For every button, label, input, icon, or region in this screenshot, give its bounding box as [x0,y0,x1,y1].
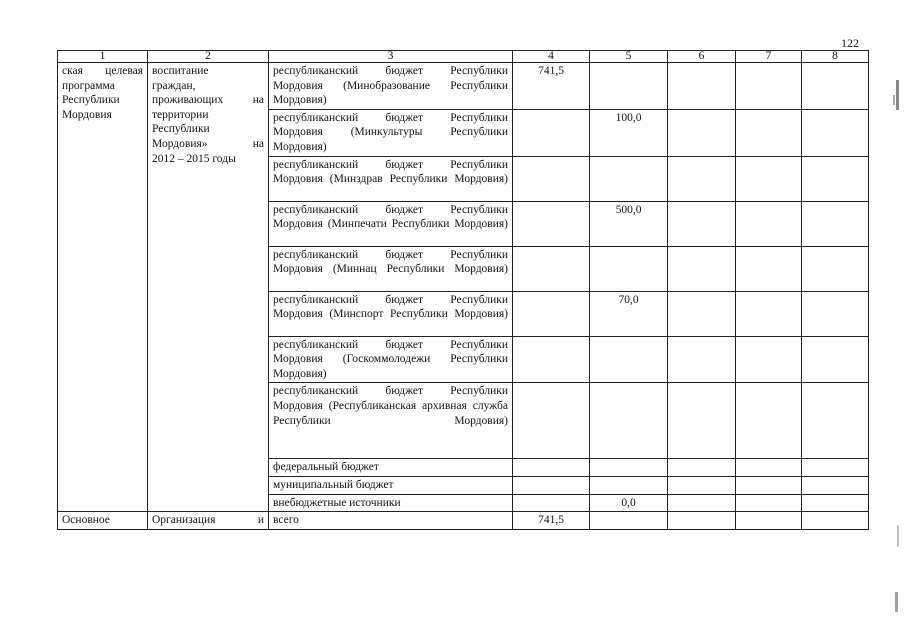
value-cell: 500,0 [590,201,668,246]
value-cell: 100,0 [590,109,668,156]
value-cell [513,459,590,477]
scan-artifact [893,95,895,105]
page-number: 122 [841,36,859,50]
scan-artifact [895,592,898,612]
value-cell: 70,0 [590,291,668,336]
value-cell [590,459,668,477]
header-cell: 2 [148,51,269,63]
program-title-line: территории [152,108,209,121]
program-title-line: воспитание [152,65,209,77]
value-cell: 741,5 [513,512,590,530]
value-cell [590,63,668,110]
funding-source-cell: федеральный бюджет [269,459,513,477]
header-cell: 4 [513,51,590,63]
program-title-cell [148,63,269,512]
funding-source-cell: республиканский бюджет Республики Мордовия (Минкультуры Республики Мордовия) [269,109,513,156]
funding-source-cell: республиканский бюджет Республики Мордовия (Госкоммолодежи Республики Мордовия) [269,336,513,383]
header-cell: 5 [590,51,668,63]
value-cell [590,476,668,494]
value-cell [590,246,668,291]
program-name-line: программа [62,79,115,92]
funding-source-cell: всего [269,512,513,530]
value-cell [513,494,590,512]
funding-source-cell: республиканский бюджет Республики Мордовия (Республиканская архивная служба Республики Мордовия) [269,383,513,459]
funding-source-cell: республиканский бюджет Республики Мордовия (Миннац Республики Мордовия) [269,246,513,291]
section-title-cell: Организация и [148,512,269,530]
program-name-line: ская целевая [62,65,143,77]
scan-artifact [897,525,899,547]
value-cell [590,383,668,459]
program-title-line: граждан, [152,79,196,92]
value-cell: 741,5 [513,63,590,110]
value-cell [513,156,590,201]
program-name-line: Республики [62,94,120,107]
header-cell: 8 [802,51,869,63]
header-cell: 1 [58,51,148,63]
program-title-line: Республики [152,123,210,136]
value-cell [513,476,590,494]
value-cell [513,201,590,246]
value-cell [513,291,590,336]
value-cell [513,109,590,156]
funding-source-cell: республиканский бюджет Республики Мордовия (Минпечати Республики Мордовия) [269,201,513,246]
header-row [58,51,869,63]
budget-table [57,50,869,530]
program-title-line: Мордовия» на [152,137,264,150]
header-cell: 6 [668,51,736,63]
program-title-line: 2012 – 2015 годы [152,152,236,165]
program-name-line: Мордовия [62,108,112,121]
header-cell: 3 [269,51,513,63]
value-cell [590,336,668,383]
funding-source-cell: внебюджетные источники [269,494,513,512]
table-row [58,512,869,530]
funding-source-cell: республиканский бюджет Республики Мордовия (Минздрав Республики Мордовия) [269,156,513,201]
funding-source-cell: республиканский бюджет Республики Мордовия (Минобразование Республики Мордовия) [269,63,513,110]
funding-source-cell: муниципальный бюджет [269,476,513,494]
scan-artifact [896,80,899,110]
value-cell [590,156,668,201]
value-cell: 0,0 [590,494,668,512]
value-cell [513,246,590,291]
header-cell: 7 [736,51,802,63]
table-row [58,63,869,110]
section-name-cell: Основное [58,512,148,530]
value-cell [513,383,590,459]
value-cell [513,336,590,383]
funding-source-cell: республиканский бюджет Республики Мордовия (Минспорт Республики Мордовия) [269,291,513,336]
program-name-cell [58,63,148,512]
program-title-line: проживающих на [152,94,264,107]
